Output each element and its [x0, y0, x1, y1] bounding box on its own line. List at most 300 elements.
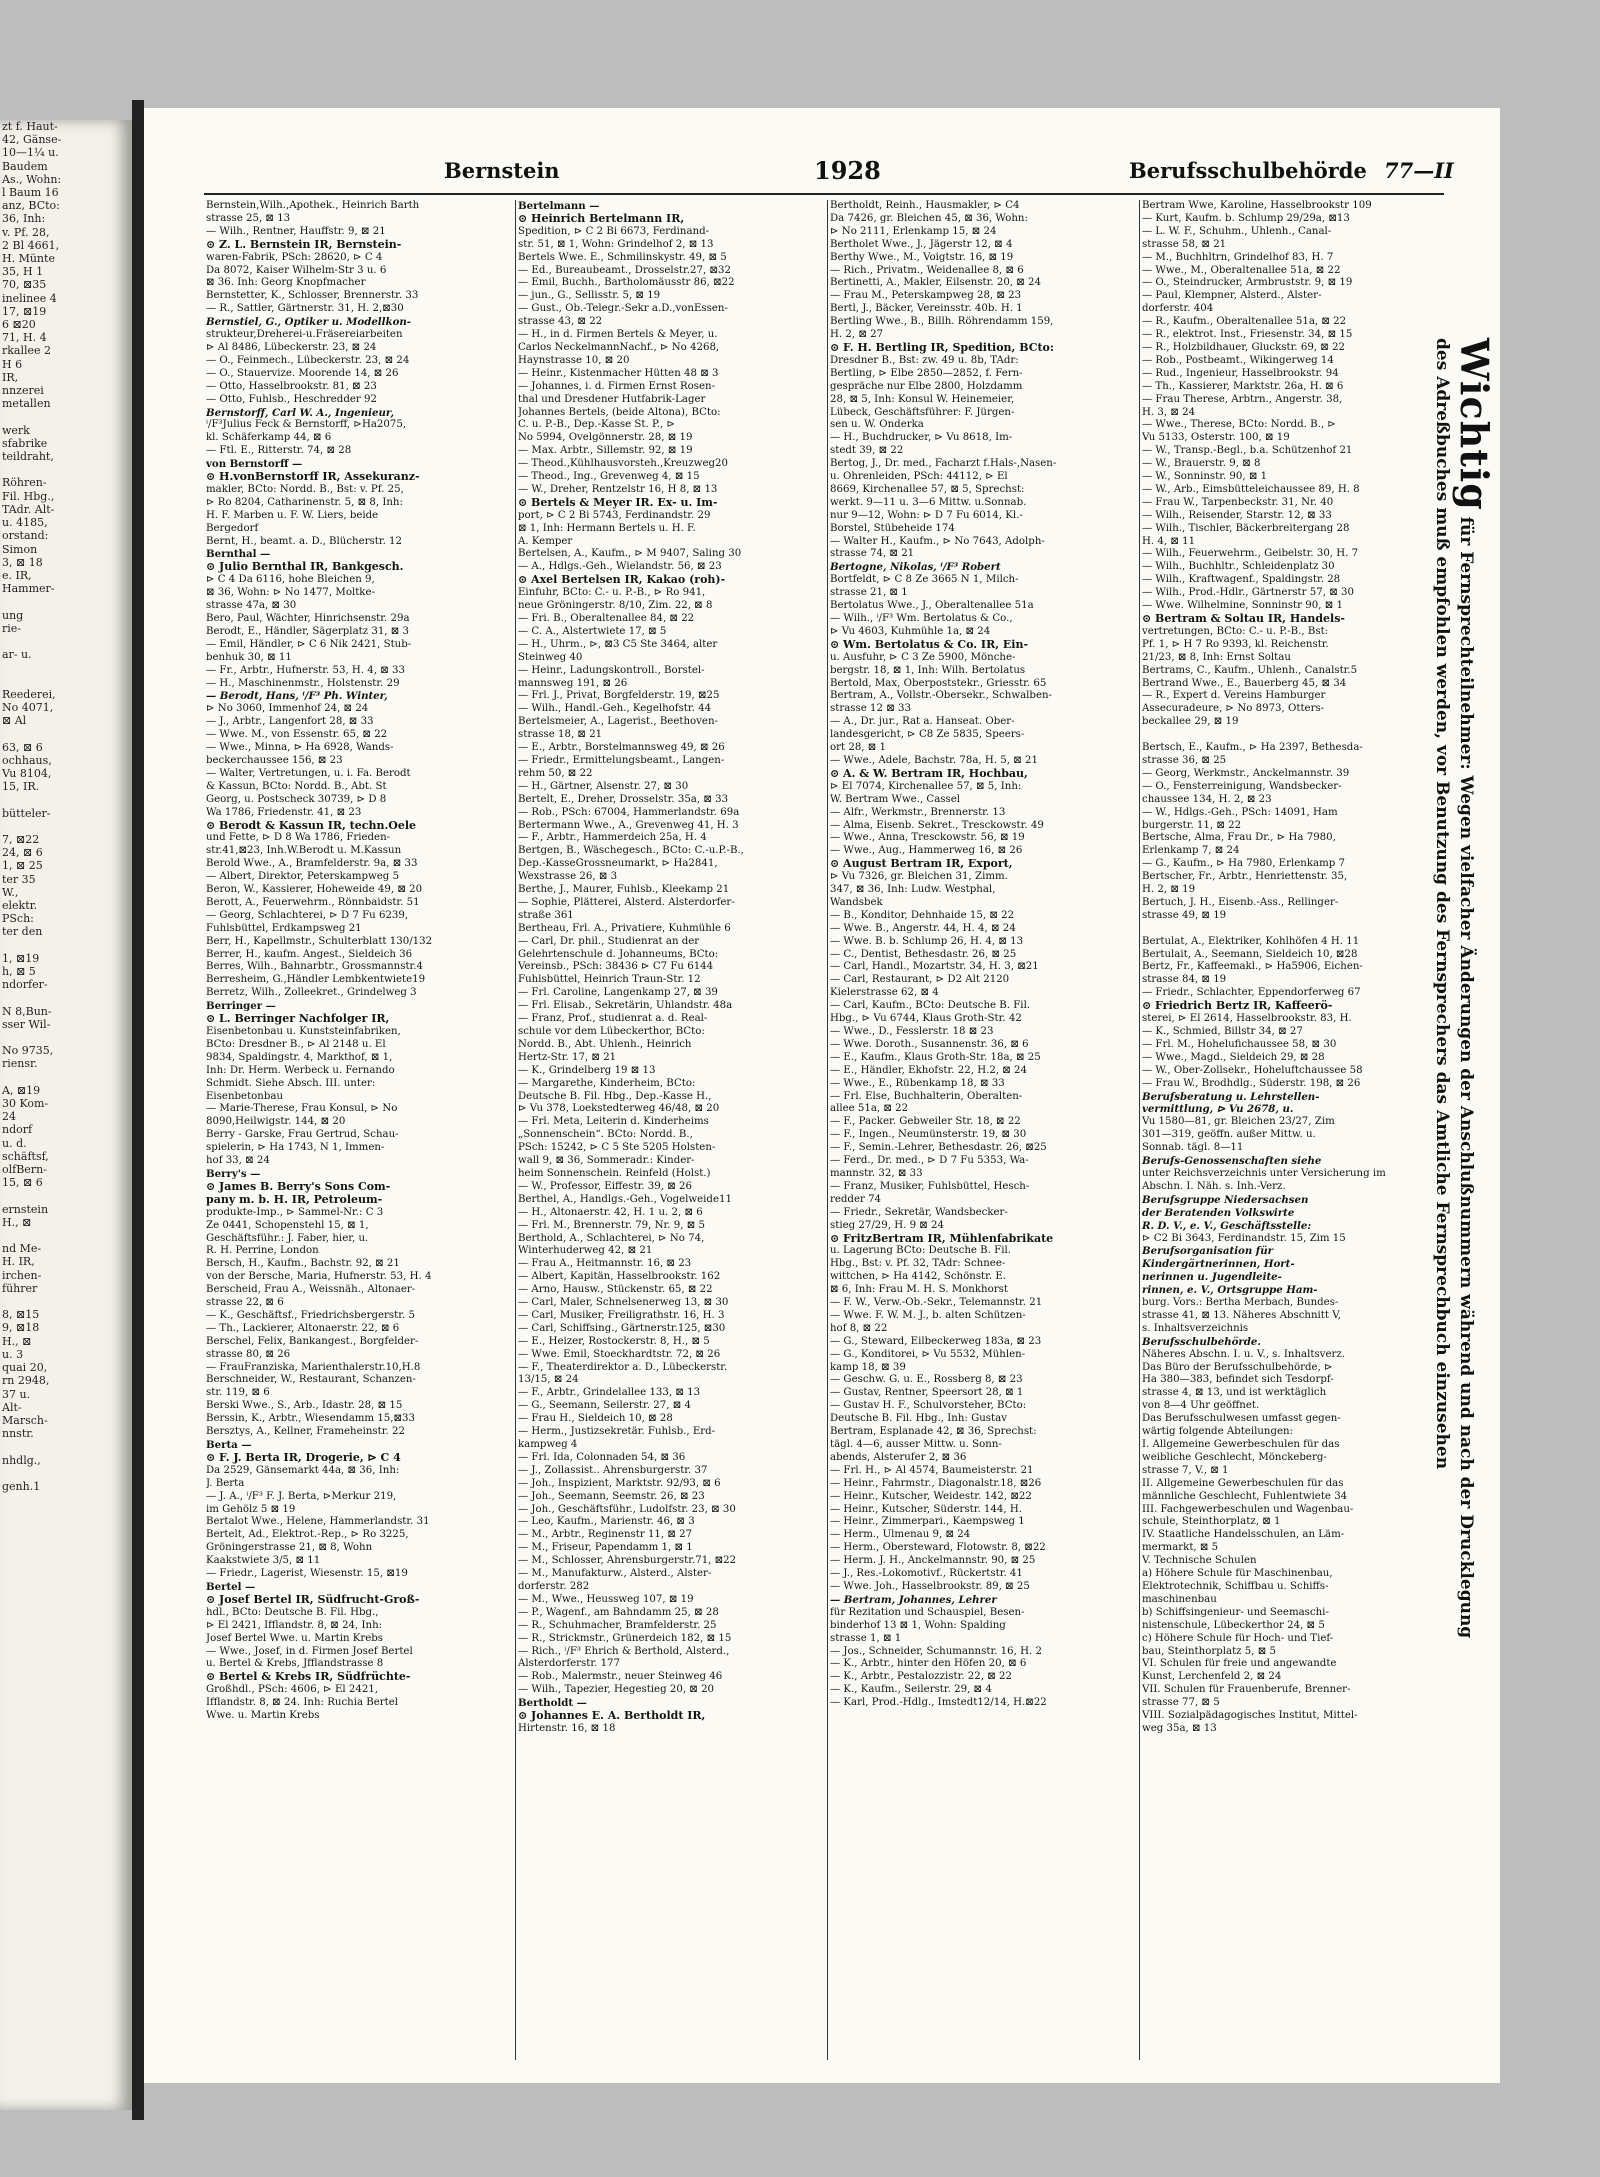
- directory-entry-line: — Marie-Therese, Frau Konsul, ⊳ No: [206, 1103, 398, 1115]
- directory-entry-line: — Wilh., Tapezier, Hegestieg 20, ⊠ 20: [518, 1684, 715, 1696]
- header-last-name: Berufsschulbehörde: [1129, 158, 1367, 183]
- directory-entry-line: — R., Schuhmacher, Bramfelderstr. 25: [518, 1619, 717, 1631]
- directory-entry-line: ⊙ A. & W. Bertram IR, Hochbau,: [830, 767, 1028, 780]
- directory-entry-line: Bertalot Wwe., Helene, Hammerlandstr. 31: [206, 1516, 430, 1528]
- directory-entry-line: — Alfr., Werkmstr., Brennerstr. 13: [830, 806, 1006, 818]
- left-page-line: ochhaus,: [2, 753, 52, 767]
- directory-entry-line: Eisenbetonbau: [206, 1090, 284, 1102]
- directory-entry-line: ⊳ C 4 Da 6116, hohe Bleichen 9,: [206, 574, 375, 586]
- directory-entry-line: — K., Grindelberg 19 ⊠ 13: [518, 1064, 656, 1076]
- directory-entry-line: ⊠ 1, Inh: Hermann Bertels u. H. F.: [518, 522, 696, 534]
- directory-entry-line: Kaakstwiete 3/5, ⊠ 11: [206, 1555, 321, 1567]
- left-page-line: nnzerei: [2, 384, 44, 398]
- directory-entry-line: Kunst, Lerchenfeld 2, ⊠ 24: [1142, 1671, 1282, 1683]
- left-page-line: riensr.: [2, 1057, 38, 1071]
- directory-entry-line: — O., Feinmech., Lübeckerstr. 23, ⊠ 24: [206, 354, 410, 366]
- directory-entry-line: — K., Arbtr., Pestalozzistr. 22, ⊠ 22: [830, 1671, 1012, 1683]
- directory-entry-line: Bertelsmeier, A., Lagerist., Beethoven-: [518, 716, 718, 728]
- left-page-line: schäftsf,: [2, 1149, 49, 1163]
- directory-entry-line: — Heinr., Fahrmstr., Diagonalstr.18, ⊠26: [830, 1477, 1042, 1489]
- directory-entry-line: J. Berta: [206, 1477, 245, 1489]
- directory-entry-line: strasse 1, ⊠ 1: [830, 1632, 902, 1644]
- side-notice-line1: Wichtig für Fernsprechteilnehmer: Wegen vielfacher Änderungen der Anschlußnummern während und nach der Drucklegung: [1452, 338, 1497, 1639]
- left-page-line: orstand:: [2, 529, 49, 543]
- directory-entry-line: VII. Schulen für Frauenberufe, Brenner-: [1142, 1684, 1351, 1696]
- directory-entry-line: — Carl, Schiffsing., Gärtnerstr.125, ⊠30: [518, 1322, 726, 1334]
- directory-entry-line: H. F. Marben u. F. W. Liers, beide: [206, 509, 379, 521]
- directory-entry-line: Berodt, E., Händler, Sägerplatz 31, ⊠ 3: [206, 625, 410, 637]
- directory-entry-line: — Wwe., Anna, Tresckowstr. 56, ⊠ 19: [830, 832, 1025, 844]
- directory-entry-line: Großhdl., PSch: 4606, ⊳ El 2421,: [206, 1684, 379, 1696]
- directory-entry-line: — W., Professor, Eiffestr. 39, ⊠ 26: [518, 1180, 692, 1192]
- directory-entry-line: R. D. V., e. V., Geschäftsstelle:: [1142, 1219, 1312, 1232]
- directory-entry-line: Bersztys, A., Kellner, Frameheinstr. 22: [206, 1426, 405, 1438]
- directory-entry-line: Berry - Garske, Frau Gertrud, Schau-: [206, 1129, 399, 1141]
- directory-entry-line: ⊙ Heinrich Bertelmann IR,: [518, 212, 685, 225]
- left-page-line: H 6: [2, 357, 23, 371]
- directory-entry-line: — Friedr., Schlachter, Eppendorferweg 67: [1142, 987, 1361, 999]
- directory-entry-line: heim Sonnenschein. Reinfeld (Holst.): [518, 1167, 711, 1179]
- directory-entry-line: Dep.-KasseGrossneumarkt, ⊳ Ha2841,: [518, 858, 718, 870]
- left-page-fragment: [0, 120, 132, 2110]
- directory-entry-line: — Karl, Prod.-Hdlg., Imstedt12/14, H.⊠22: [830, 1697, 1047, 1709]
- left-page-line: Vu 8104,: [2, 766, 52, 780]
- directory-entry-line: H. 2, ⊠ 27: [830, 329, 884, 341]
- left-page-line: ndorf: [2, 1123, 33, 1137]
- directory-entry-line: — Frl. Ida, Colonnaden 54, ⊠ 36: [518, 1451, 686, 1463]
- directory-entry-line: & Kassun, BCto: Nordd. B., Abt. St: [206, 780, 387, 792]
- left-page-line: sser Wil-: [2, 1017, 51, 1031]
- directory-entry-line: strasse 7, V., ⊠ 1: [1142, 1464, 1229, 1476]
- left-page-line: [0, 1071, 132, 1084]
- directory-entry-line: — F., Semin.-Lehrer, Bethesdastr. 26, ⊠25: [830, 1142, 1047, 1154]
- directory-entry-line: Bertrams, C., Kaufm., Uhlenh., Canalstr.5: [1142, 664, 1358, 676]
- directory-entry-line: — Carl, Maler, Schnelsenerweg 13, ⊠ 30: [518, 1297, 729, 1309]
- directory-entry-line: ⊠ 6, Inh: Frau M. H. S. Monkhorst: [830, 1284, 1008, 1296]
- directory-entry-line: strasse 43, ⊠ 22: [518, 316, 603, 328]
- directory-entry-line: — Albert, Kapitän, Hasselbrookstr. 162: [518, 1271, 721, 1283]
- directory-entry-line: — Wwe. Emil, Stoeckhardtstr. 72, ⊠ 26: [518, 1348, 721, 1360]
- directory-entry-line: Berufsgruppe Niedersachsen: [1142, 1193, 1309, 1206]
- left-page-line: 6 ⊠20: [2, 318, 36, 332]
- directory-entry-line: Josef Bertel Wwe. u. Martin Krebs: [206, 1632, 384, 1644]
- directory-entry-line: makler, BCto: Nordd. B., Bst: v. Pf. 25,: [206, 483, 404, 495]
- left-page-line: ter 35: [2, 872, 36, 886]
- directory-entry-line: Ze 0441, Schopenstehl 15, ⊠ 1,: [206, 1219, 369, 1231]
- directory-entry-line: Berr, H., Kapellmstr., Schulterblatt 130/132: [206, 935, 433, 947]
- column-1: [206, 200, 512, 2070]
- directory-entry-line: Bernthal —: [206, 548, 271, 561]
- directory-entry-line: werkt. 9—11 u. 3—6 Mittw. u.Sonnab.: [830, 496, 1027, 508]
- directory-entry-line: 8669, Kirchenallee 57, ⊠ 5, Sprechst:: [830, 483, 1025, 495]
- directory-entry-line: von Bernstorff —: [206, 458, 303, 471]
- left-page-line: e. IR,: [2, 568, 32, 582]
- page-header: [144, 154, 1500, 188]
- directory-entry-line: Bersch, H., Kaufm., Bachstr. 92, ⊠ 21: [206, 1258, 400, 1270]
- directory-entry-line: Lübeck, Geschäftsführer: F. Jürgen-: [830, 406, 1015, 418]
- left-page-line: ernstein: [2, 1202, 49, 1216]
- directory-entry-line: ⊙ Friedrich Bertz IR, Kaffeerö-: [1142, 1000, 1333, 1013]
- directory-entry-line: Wwe. u. Martin Krebs: [206, 1710, 320, 1722]
- directory-entry-line: ⊳ Vu 378, Loekstedterweg 46/48, ⊠ 20: [518, 1103, 720, 1115]
- directory-entry-line: Hertz-Str. 17, ⊠ 21: [518, 1051, 617, 1063]
- directory-page: [144, 108, 1500, 2083]
- directory-entry-line: — Gust., Ob.-Telegr.-Sekr a.D.,vonEssen-: [518, 303, 728, 315]
- left-page-line: TAdr. Alt-: [2, 502, 55, 516]
- left-page-line: [0, 727, 132, 740]
- left-page-line: anz, BCto:: [2, 199, 60, 213]
- directory-entry-line: mannstr. 32, ⊠ 33: [830, 1167, 923, 1179]
- directory-entry-line: — K., Arbtr., hinter den Höfen 20, ⊠ 6: [830, 1658, 1027, 1670]
- directory-entry-line: Wa 1786, Friedenstr. 41, ⊠ 23: [206, 806, 362, 818]
- directory-entry-line: — Frl. M., Hohelufichaussee 58, ⊠ 30: [1142, 1038, 1337, 1050]
- directory-entry-line: — Kurt, Kaufm. b. Schlump 29/29a, ⊠13: [1142, 212, 1350, 224]
- left-page-line: 7, ⊠22: [2, 832, 40, 846]
- left-page-line: 24: [2, 1110, 16, 1124]
- directory-entry-line: I. Allgemeine Gewerbeschulen für das: [1142, 1439, 1340, 1450]
- book-gutter: [132, 100, 144, 2120]
- left-page-line: v. Pf. 28,: [2, 225, 50, 239]
- directory-entry-line: — Georg, Schlachterei, ⊳ D 7 Fu 6239,: [206, 909, 409, 921]
- left-page-line: Alt-: [2, 1400, 22, 1414]
- left-page-line: 15, ⊠ 6: [2, 1176, 43, 1190]
- left-page-line: ar- u.: [2, 648, 32, 662]
- directory-entry-line: — Carl, Restaurant, ⊳ D2 Alt 2120: [830, 974, 1010, 986]
- left-page-line: [0, 793, 132, 806]
- directory-entry-line: Berufsschulbehörde.: [1142, 1335, 1261, 1348]
- directory-entry-line: Berthel, A., Handlgs.-Geh., Vogelweide11: [518, 1193, 732, 1205]
- directory-entry-line: Bertermann Wwe., A., Grevenweg 41, H. 3: [518, 819, 739, 831]
- directory-entry-line: — E., Arbtr., Borstelmannsweg 49, ⊠ 26: [518, 742, 725, 754]
- directory-entry-line: ⊳ Vu 7326, gr. Bleichen 31, Zimm.: [830, 871, 1008, 883]
- directory-entry-line: — J., Res.-Lokomotivf., Rückertstr. 41: [830, 1568, 1023, 1580]
- directory-entry-line: — Friedr., Lagerist, Wiesenstr. 15, ⊠19: [206, 1568, 408, 1580]
- directory-entry-line: — W., Transp.-Begl., b.a. Schützenhof 21: [1142, 445, 1353, 457]
- directory-entry-line: nerinnen u. Jugendleite-: [1142, 1271, 1282, 1284]
- directory-entry-line: — E., Heizer, Rostockerstr. 8, H., ⊠ 5: [518, 1335, 710, 1347]
- directory-entry-line: u. Bertel & Krebs, Jfflandstrasse 8: [206, 1658, 384, 1670]
- left-page-line: rn 2948,: [2, 1374, 50, 1388]
- directory-entry-line: Bertheau, Frl. A., Privatiere, Kuhmühle 6: [518, 922, 731, 934]
- directory-entry-line: weibliche Geschlecht, Mönckeberg-: [1142, 1451, 1327, 1463]
- directory-entry-line: Bertram Wwe, Karoline, Hasselbrookstr 109: [1142, 200, 1372, 211]
- left-page-line: IR,: [2, 370, 19, 384]
- directory-entry-line: thal und Dresdener Hutfabrik-Lager: [518, 393, 706, 405]
- directory-entry-line: Das Büro der Berufsschulbehörde, ⊳: [1142, 1361, 1333, 1373]
- directory-entry-line: — Wwe., Magd., Sieldeich 29, ⊠ 28: [1142, 1051, 1325, 1063]
- directory-entry-line: Bergedorf: [206, 522, 259, 534]
- directory-entry-line: — Wwe., Minna, ⊳ Ha 6928, Wands-: [206, 742, 394, 754]
- side-notice-word: Wichtig: [1452, 338, 1497, 511]
- directory-entry-line: Berufs-Genossenschaften siehe: [1142, 1155, 1322, 1168]
- directory-entry-line: — Walter H., Kaufm., ⊳ No 7643, Adolph-: [830, 535, 1045, 547]
- page-number: 77—II: [1384, 158, 1454, 183]
- directory-entry-line: Alsterdorferstr. 177: [518, 1658, 621, 1670]
- directory-entry-line: strasse 18, ⊠ 21: [518, 729, 603, 741]
- directory-entry-line: rehm 50, ⊠ 22: [518, 767, 593, 779]
- directory-entry-line: — Wwe., E., Rübenkamp 18, ⊠ 33: [830, 1077, 1005, 1089]
- column-3: [830, 200, 1136, 2070]
- directory-entry-line: — Wwe. B., Angerstr. 44, H. 4, ⊠ 24: [830, 922, 1016, 934]
- entry-columns: [206, 200, 1446, 2070]
- directory-entry-line: strasse 12 ⊠ 33: [830, 703, 911, 715]
- directory-entry-line: Geschäftsführ.: J. Faber, hier, u.: [206, 1232, 369, 1244]
- directory-entry-line: von 8—4 Uhr geöffnet.: [1142, 1400, 1260, 1412]
- directory-entry-line: Borstel, Stübeheide 174: [830, 522, 955, 534]
- directory-entry-line: — F. W., Verw.-Ob.-Sekr., Telemannstr. 21: [830, 1297, 1043, 1309]
- directory-entry-line: — J., Zollassist.. Ahrensburgerstr. 37: [518, 1464, 708, 1476]
- directory-entry-line: bau, Steinthorplatz 5, ⊠ 5: [1142, 1645, 1276, 1657]
- directory-entry-line: H. 3, ⊠ 24: [1142, 406, 1196, 418]
- directory-entry-line: Berthold, A., Schlachterei, ⊳ No 74,: [518, 1232, 705, 1244]
- directory-entry-line: — A., Dr. jur., Rat a. Hanseat. Ober-: [830, 716, 1015, 728]
- directory-entry-line: — H., Maschinenmstr., Holstenstr. 29: [206, 677, 400, 689]
- directory-entry-line: — Wilh., ⁱ/F³ Wm. Bertolatus & Co.,: [830, 613, 1013, 624]
- directory-entry-line: ⊳ Vu 4603, Kuhmühle 1a, ⊠ 24: [830, 625, 991, 637]
- left-page-line: 37 u.: [2, 1387, 31, 1401]
- directory-entry-line: Bertholet Wwe., J., Jägerstr 12, ⊠ 4: [830, 238, 1013, 250]
- directory-entry-line: Gröningerstrasse 21, ⊠ 8, Wohn: [206, 1542, 373, 1554]
- directory-entry-line: — O., Steindrucker, Armbruststr. 9, ⊠ 19: [1142, 277, 1353, 289]
- directory-entry-line: dorferstr. 282: [518, 1580, 590, 1592]
- directory-entry-line: — Th., Kassierer, Marktstr. 26a, H. ⊠ 6: [1142, 380, 1344, 392]
- directory-entry-line: — Berodt, Hans, ⁱ/F³ Ph. Winter,: [206, 690, 388, 703]
- directory-entry-line: — Georg, Werkmstr., Anckelmannstr. 39: [1142, 767, 1350, 779]
- directory-entry-line: — K., Kaufm., Seilerstr. 29, ⊠ 4: [830, 1684, 992, 1696]
- left-page-line: [0, 661, 132, 674]
- directory-entry-line: strukteur,Dreherei-u.Fräsereiarbeiten: [206, 329, 403, 341]
- directory-entry-line: a) Höhere Schule für Maschinenbau,: [1142, 1568, 1333, 1580]
- left-page-line: Röhren-: [2, 476, 47, 490]
- directory-entry-line: — Franz, Musiker, Fuhlsbüttel, Hesch-: [830, 1180, 1030, 1192]
- directory-entry-line: Berott, A., Feuerwehrm., Rönnbaidstr. 51: [206, 896, 420, 908]
- directory-entry-line: — Ed., Bureaubeamt., Drosselstr.27, ⊠32: [518, 264, 731, 276]
- directory-entry-line: Berthe, J., Maurer, Fuhlsb., Kleekamp 21: [518, 884, 730, 896]
- left-page-line: 36, Inh:: [2, 212, 46, 226]
- directory-entry-line: — F., Ingen., Neumünsterstr. 19, ⊠ 30: [830, 1129, 1027, 1141]
- directory-entry-line: — Ftl. E., Ritterstr. 74, ⊠ 28: [206, 445, 352, 457]
- directory-entry-line: — B., Konditor, Dehnhaide 15, ⊠ 22: [830, 909, 1015, 921]
- directory-entry-line: Bertulait, A., Seemann, Sieldeich 10, ⊠28: [1142, 948, 1358, 960]
- directory-entry-line: A. Kemper: [518, 535, 573, 547]
- directory-entry-line: b) Schiffsingenieur- und Seemaschi-: [1142, 1606, 1329, 1618]
- directory-entry-line: — G., Konditorei, ⊳ Vu 5532, Mühlen-: [830, 1348, 1026, 1360]
- directory-entry-line: — Jos., Schneider, Schumannstr. 16, H. 2: [830, 1645, 1042, 1657]
- directory-entry-line: Beron, W., Kassierer, Hoheweide 49, ⊠ 20: [206, 884, 423, 896]
- directory-entry-line: Fuhlsbüttel, Erdkampsweg 21: [206, 922, 362, 934]
- left-page-line: 71, H. 4: [2, 331, 47, 345]
- directory-entry-line: Bertelt, E., Dreher, Drosselstr. 35a, ⊠ 33: [518, 793, 729, 805]
- directory-entry-line: — R., elektrot. Inst., Friesenstr. 34, ⊠ 15: [1142, 329, 1353, 341]
- directory-entry-line: s. Inhaltsverzeichnis: [1142, 1322, 1249, 1334]
- directory-entry-line: strasse 80, ⊠ 26: [206, 1348, 291, 1360]
- directory-entry-line: — Carl, Kaufm., BCto: Deutsche B. Fil.: [830, 1000, 1031, 1012]
- directory-entry-line: Ifflandstr. 8, ⊠ 24. Inh: Ruchia Bertel: [206, 1697, 399, 1709]
- directory-entry-line: Erlenkamp 7, ⊠ 24: [1142, 845, 1240, 857]
- directory-entry-line: strasse 74, ⊠ 21: [830, 548, 915, 560]
- left-page-line: 42, Gänse-: [2, 133, 62, 147]
- left-page-line: 35, H 1: [2, 265, 44, 279]
- header-first-name: Bernstein: [444, 158, 560, 183]
- directory-entry-line: bergstr. 18, ⊠ 1, Inh: Wilh. Bertolatus: [830, 664, 1026, 676]
- directory-entry-line: Berthy Wwe., M., Voigtstr. 16, ⊠ 19: [830, 251, 1014, 263]
- left-page-line: bütteler-: [2, 806, 51, 820]
- directory-entry-line: mermarkt, ⊠ 5: [1142, 1542, 1219, 1554]
- directory-entry-line: 347, ⊠ 36, Inh: Ludw. Westphal,: [830, 884, 996, 896]
- directory-entry-line: — G., Steward, Eilbeckerweg 183a, ⊠ 23: [830, 1335, 1042, 1347]
- directory-entry-line: — Wilh., Reisender, Starstr. 12, ⊠ 33: [1142, 509, 1332, 521]
- left-page-line: 24, ⊠ 6: [2, 846, 43, 860]
- left-page-line: A, ⊠19: [2, 1083, 41, 1097]
- directory-entry-line: — Frau W., Tarpenbeckstr. 31, Nr. 40: [1142, 496, 1334, 508]
- directory-entry-line: schule vor dem Lübeckerthor, BCto:: [518, 1026, 705, 1037]
- directory-entry-line: sen u. W. Onderka: [830, 419, 924, 431]
- directory-entry-line: — F., Packer. Gebweiler Str. 18, ⊠ 22: [830, 1116, 1021, 1128]
- directory-entry-line: strasse 47a, ⊠ 30: [206, 600, 297, 612]
- directory-entry-line: u. Ohrenleiden, PSch: 44112, ⊳ El: [830, 471, 1008, 483]
- directory-entry-line: — W., Dreher, Rentzelstr 16, H 8, ⊠ 13: [518, 483, 718, 495]
- directory-entry-line: — Wwe., M., Oberaltenallee 51a, ⊠ 22: [1142, 264, 1341, 276]
- directory-entry-line: strasse 49, ⊠ 19: [1142, 909, 1227, 921]
- directory-entry-line: — Max. Arbtr., Sillemstr. 92, ⊠ 19: [518, 445, 693, 457]
- directory-entry-line: männliche Geschlecht, Fuhlentwiete 34: [1142, 1490, 1348, 1502]
- directory-entry-line: Bertuch, J. H., Eisenb.-Ass., Rellinger-: [1142, 896, 1339, 908]
- directory-entry-line: — M., Schlosser, Ahrensburgerstr.71, ⊠22: [518, 1555, 737, 1567]
- directory-entry-line: waren-Fabrik, PSch: 28620, ⊳ C 4: [206, 251, 383, 263]
- left-page-line: H., ⊠: [2, 1215, 32, 1229]
- directory-entry-line: — Margarethe, Kinderheim, BCto:: [518, 1077, 696, 1089]
- directory-entry-line: Schmidt. Siehe Absch. III. unter:: [206, 1077, 376, 1089]
- directory-entry-line: str. 51, ⊠ 1, Wohn: Grindelhof 2, ⊠ 13: [518, 238, 714, 250]
- directory-entry-line: ⊳ C2 Bi 3643, Ferdinandstr. 15, Zim 15: [1142, 1232, 1346, 1244]
- left-page-line: ndorfer-: [2, 978, 48, 992]
- directory-entry-line: — Herm., Justizsekretär. Fuhlsb., Erd-: [518, 1426, 716, 1438]
- left-page-line: [0, 1295, 132, 1308]
- directory-entry-line: ⊙ Bertels & Meyer IR. Ex- u. Im-: [518, 496, 718, 509]
- directory-entry-line: — Rob., Malermstr., neuer Steinweg 46: [518, 1671, 723, 1683]
- directory-entry-line: Berschel, Felix, Bankangest., Borgfelder-: [206, 1335, 419, 1347]
- directory-entry-line: Bernstorff, Carl W. A., Ingenieur,: [206, 406, 395, 419]
- left-page-line: [0, 1189, 132, 1202]
- left-page-line: [0, 991, 132, 1004]
- directory-entry-line: — Joh., Seemann, Seemstr. 26, ⊠ 23: [518, 1490, 705, 1502]
- directory-entry-line: — Emil, Buchh., Bartholomäusstr 86, ⊠22: [518, 277, 735, 289]
- directory-entry-line: Da 2529, Gänsemarkt 44a, ⊠ 36, Inh:: [206, 1464, 400, 1476]
- directory-entry-line: IV. Staatliche Handelsschulen, an Läm-: [1142, 1529, 1345, 1541]
- left-page-line: 10—1¼ u.: [2, 146, 59, 160]
- directory-entry-line: mannsweg 191, ⊠ 26: [518, 677, 628, 689]
- directory-entry-line: — Wilh., Buchhltr., Schleidenplatz 30: [1142, 561, 1335, 573]
- directory-entry-line: Deutsche B. Fil. Hbg., Dep.-Kasse H.,: [518, 1090, 712, 1102]
- directory-entry-line: Bertogne, Nikolas, ⁱ/F³ Robert: [830, 561, 1001, 574]
- directory-entry-line: ⊠ 36. Inh: Georg Knopfmacher: [206, 277, 366, 289]
- directory-entry-line: — Frl. H., ⊳ Al 4574, Baumeisterstr. 21: [830, 1464, 1034, 1476]
- left-page-line: 63, ⊠ 6: [2, 740, 43, 754]
- directory-entry-line: ⊙ Berodt & Kassun IR, techn.Oele: [206, 819, 417, 832]
- directory-entry-line: u. Ausfuhr, ⊳ C 3 Ze 5900, Mönche-: [830, 651, 1016, 663]
- directory-entry-line: ⊙ F. H. Bertling IR, Spedition, BCto:: [830, 341, 1054, 354]
- directory-entry-line: Eisenbetonbau u. Kunststeinfabriken,: [206, 1026, 401, 1037]
- directory-entry-line: Bertelt, Ad., Elektrot.-Rep., ⊳ Ro 3225,: [206, 1529, 409, 1541]
- left-page-line: As., Wohn:: [2, 172, 62, 186]
- directory-entry-line: Berres, Wilh., Bahnarbtr., Grossmannstr.4: [206, 961, 424, 973]
- directory-entry-line: beckerchaussee 156, ⊠ 23: [206, 754, 343, 766]
- directory-entry-line: — K., Geschäftsf., Friedrichsbergerstr. 5: [206, 1309, 415, 1321]
- left-page-line: nnstr.: [2, 1427, 34, 1441]
- left-page-line: H. Münte: [2, 252, 55, 266]
- directory-entry-line: Bertog, J., Dr. med., Facharzt f.Hals-,Nasen-: [830, 458, 1057, 470]
- directory-entry-line: C. u. P.-B., Dep.-Kasse St. P., ⊳: [518, 419, 676, 431]
- directory-entry-line: ⊙ James B. Berry's Sons Com-: [206, 1180, 391, 1193]
- directory-entry-line: Carlos NeckelmannNachf., ⊳ No 4268,: [518, 341, 720, 353]
- left-page-line: W.,: [2, 885, 19, 899]
- directory-entry-line: [1142, 923, 1432, 936]
- directory-entry-line: 9834, Spaldingstr. 4, Markthof, ⊠ 1,: [206, 1051, 393, 1063]
- directory-entry-line: Bortfeldt, ⊳ C 8 Ze 3665 N 1, Milch-: [830, 574, 1019, 586]
- directory-entry-line: [1142, 729, 1432, 742]
- directory-entry-line: Berrer, H., kaufm. Angest., Sieldeich 36: [206, 948, 413, 960]
- directory-entry-line: Kindergärtnerinnen, Hort-: [1142, 1258, 1295, 1271]
- directory-entry-line: — Friedr., Ermittelungsbeamt., Langen-: [518, 754, 725, 766]
- directory-entry-line: — Leo, Kaufm., Marienstr. 46, ⊠ 3: [518, 1516, 695, 1528]
- directory-entry-line: Vu 1580—81, gr. Bleichen 23/27, Zim: [1142, 1116, 1335, 1128]
- directory-entry-line: Das Berufsschulwesen umfasst gegen-: [1142, 1413, 1341, 1425]
- directory-entry-line: nistenschule, Lübeckerthor 24, ⊠ 5: [1142, 1619, 1325, 1631]
- directory-entry-line: II. Allgemeine Gewerbeschulen für das: [1142, 1477, 1344, 1489]
- left-page-line: H. IR,: [2, 1255, 35, 1269]
- directory-entry-line: 301—319, geöffn. außer Mittw. u.: [1142, 1129, 1316, 1141]
- directory-entry-line: W. Bertram Wwe., Cassel: [830, 793, 961, 805]
- directory-entry-line: — Frau W., Brodhdlg., Süderstr. 198, ⊠ 26: [1142, 1077, 1361, 1089]
- directory-entry-line: vermittlung, ⊳ Vu 2678, u.: [1142, 1103, 1294, 1116]
- directory-entry-line: — Rich., ⁱ/F³ Ehrich & Berthold, Alsterd.,: [518, 1645, 730, 1657]
- directory-entry-line: — Johannes, i. d. Firmen Ernst Rosen-: [518, 380, 716, 392]
- left-page-line: u. 3: [2, 1347, 24, 1361]
- directory-entry-line: — Rob., PSch: 67004, Hammerlandstr. 69a: [518, 806, 740, 818]
- directory-entry-line: — Fri. B., Oberaltenallee 84, ⊠ 22: [518, 613, 695, 624]
- directory-entry-line: Ha 380—383, befindet sich Tesdorpf-: [1142, 1374, 1334, 1386]
- directory-entry-line: Bertl, J., Bäcker, Vereinsstr. 40b. H. 1: [830, 303, 1023, 315]
- directory-entry-line: — Wwe., Josef, in d. Firmen Josef Bertel: [206, 1645, 413, 1657]
- directory-entry-line: Bernstein,Wilh.,Apothek., Heinrich Barth: [206, 200, 420, 211]
- directory-entry-line: im Gehölz 5 ⊠ 19: [206, 1503, 296, 1515]
- directory-entry-line: ⊳ Al 8486, Lübeckerstr. 23, ⊠ 24: [206, 341, 377, 353]
- left-page-line: metallen: [2, 397, 51, 411]
- directory-entry-line: Berufsberatung u. Lehrstellen-: [1142, 1090, 1320, 1103]
- directory-entry-line: ⊙ H.vonBernstorff IR, Assekuranz-: [206, 471, 420, 484]
- directory-entry-line: — Emil, Händler, ⊳ C 6 Nik 2421, Stub-: [206, 638, 412, 650]
- left-page-line: u. d.: [2, 1136, 27, 1150]
- directory-entry-line: — Franz, Prof., studienrat a. d. Real-: [518, 1013, 708, 1025]
- directory-entry-line: und Fette, ⊳ D 8 Wa 1786, Frieden-: [206, 832, 391, 844]
- directory-entry-line: — Wilh., Feuerwehrm., Geibelstr. 30, H. 7: [1142, 548, 1359, 560]
- directory-entry-line: strasse 41, ⊠ 13. Näheres Abschnitt V,: [1142, 1309, 1342, 1321]
- directory-entry-line: Bertholdt —: [518, 1697, 587, 1710]
- directory-entry-line: Bertels Wwe. E., Schmilinskystr. 49, ⊠ 5: [518, 251, 727, 263]
- directory-entry-line: — C., Dentist, Bethesdastr. 26, ⊠ 25: [830, 948, 1017, 960]
- left-page-line: quai 20,: [2, 1361, 48, 1375]
- left-page-line: [0, 675, 132, 688]
- left-page-line: elektr.: [2, 898, 38, 912]
- directory-entry-line: — L. W. F., Schuhm., Uhlenh., Canal-: [1142, 225, 1332, 237]
- directory-entry-line: ort 28, ⊠ 1: [830, 742, 887, 754]
- left-page-line: nhdlg.,: [2, 1453, 41, 1467]
- left-page-line: l Baum 16: [2, 186, 59, 200]
- left-page-line: olfBern-: [2, 1163, 47, 1177]
- directory-entry-line: ⊙ Axel Bertelsen IR, Kakao (roh)-: [518, 574, 726, 587]
- directory-entry-line: — Wilh., Prod.-Hdlr., Gärtnerstr 57, ⊠ 30: [1142, 587, 1354, 599]
- directory-entry-line: — Bertram, Johannes, Lehrer: [830, 1593, 997, 1606]
